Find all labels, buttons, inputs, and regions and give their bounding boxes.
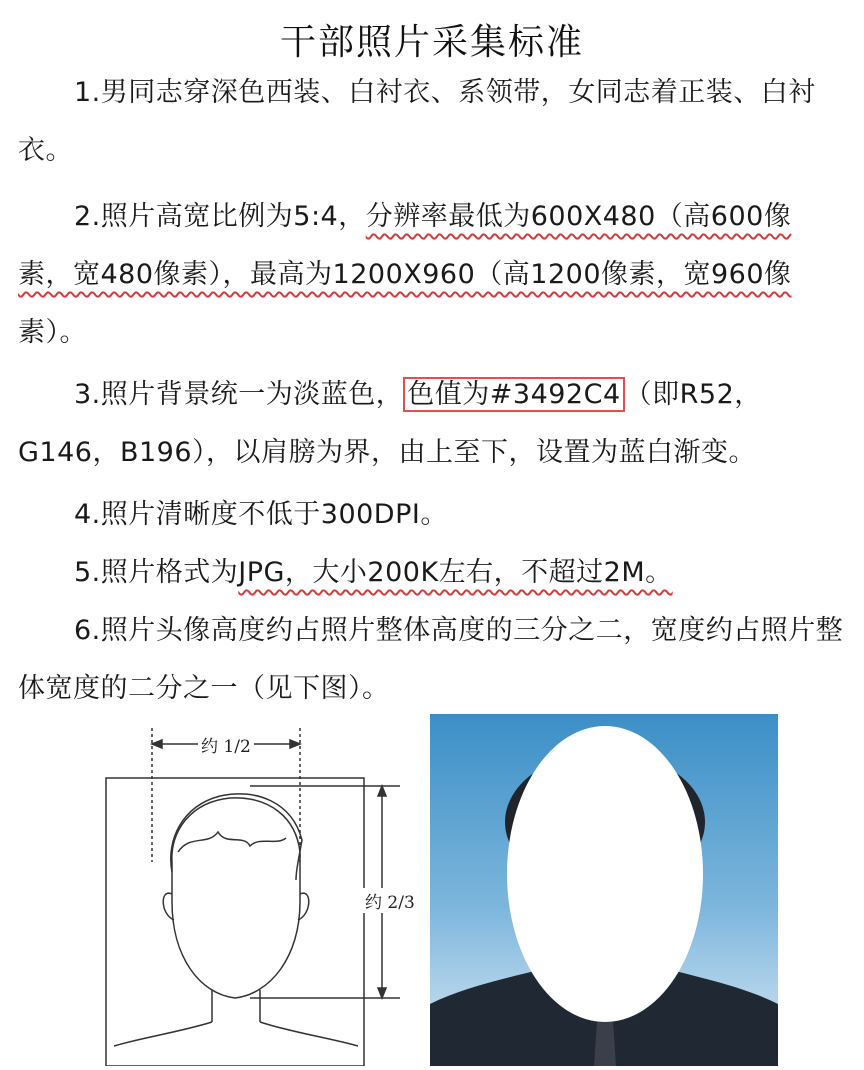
paragraph-4-text: 4.照片清晰度不低于300DPI。 <box>74 499 448 530</box>
paragraph-4 <box>18 486 844 544</box>
paragraph-2-post: 素）。 <box>18 317 87 348</box>
portrait-photo-icon <box>430 714 778 1066</box>
height-label: 约 2/3 <box>362 888 418 913</box>
paragraph-2-pre: 2.照片高宽比例为5:4， <box>74 201 366 232</box>
color-value-box: 色值为#3492C4 <box>403 377 624 412</box>
paragraph-6 <box>18 602 844 718</box>
paragraph-5-pre: 5.照片格式为 <box>74 557 239 588</box>
paragraph-5-underlined: JPG，大小200K左右，不超过2M。 <box>238 557 673 588</box>
paragraph-1-text: 1.男同志穿深色西装、白衬衣、系领带，女同志着正装、白衬衣。 <box>18 77 816 166</box>
document-title: 干部照片采集标准 <box>279 22 584 63</box>
width-label: 约 1/2 <box>198 732 254 757</box>
paragraph-2 <box>18 188 844 362</box>
paragraph-5 <box>18 544 844 602</box>
paragraph-3-pre: 3.照片背景统一为淡蓝色， <box>74 379 404 410</box>
paragraph-6-text: 6.照片头像高度约占照片整体高度的三分之二，宽度约占照片整体宽度的二分之一（见下图）。 <box>18 615 844 704</box>
paragraph-3-post: （即R52，G146，B196），以肩膀为界，由上至下，设置为蓝白渐变。 <box>18 379 762 468</box>
head-sketch-diagram <box>100 722 420 1066</box>
paragraph-3 <box>18 366 844 482</box>
sample-portrait-photo <box>430 714 778 1066</box>
paragraph-1 <box>18 64 844 180</box>
paragraph-2-underlined: 分辨率最低为600X480（高600像素，宽480像素），最高为1200X960（高1200像素，宽960像 <box>18 201 792 290</box>
